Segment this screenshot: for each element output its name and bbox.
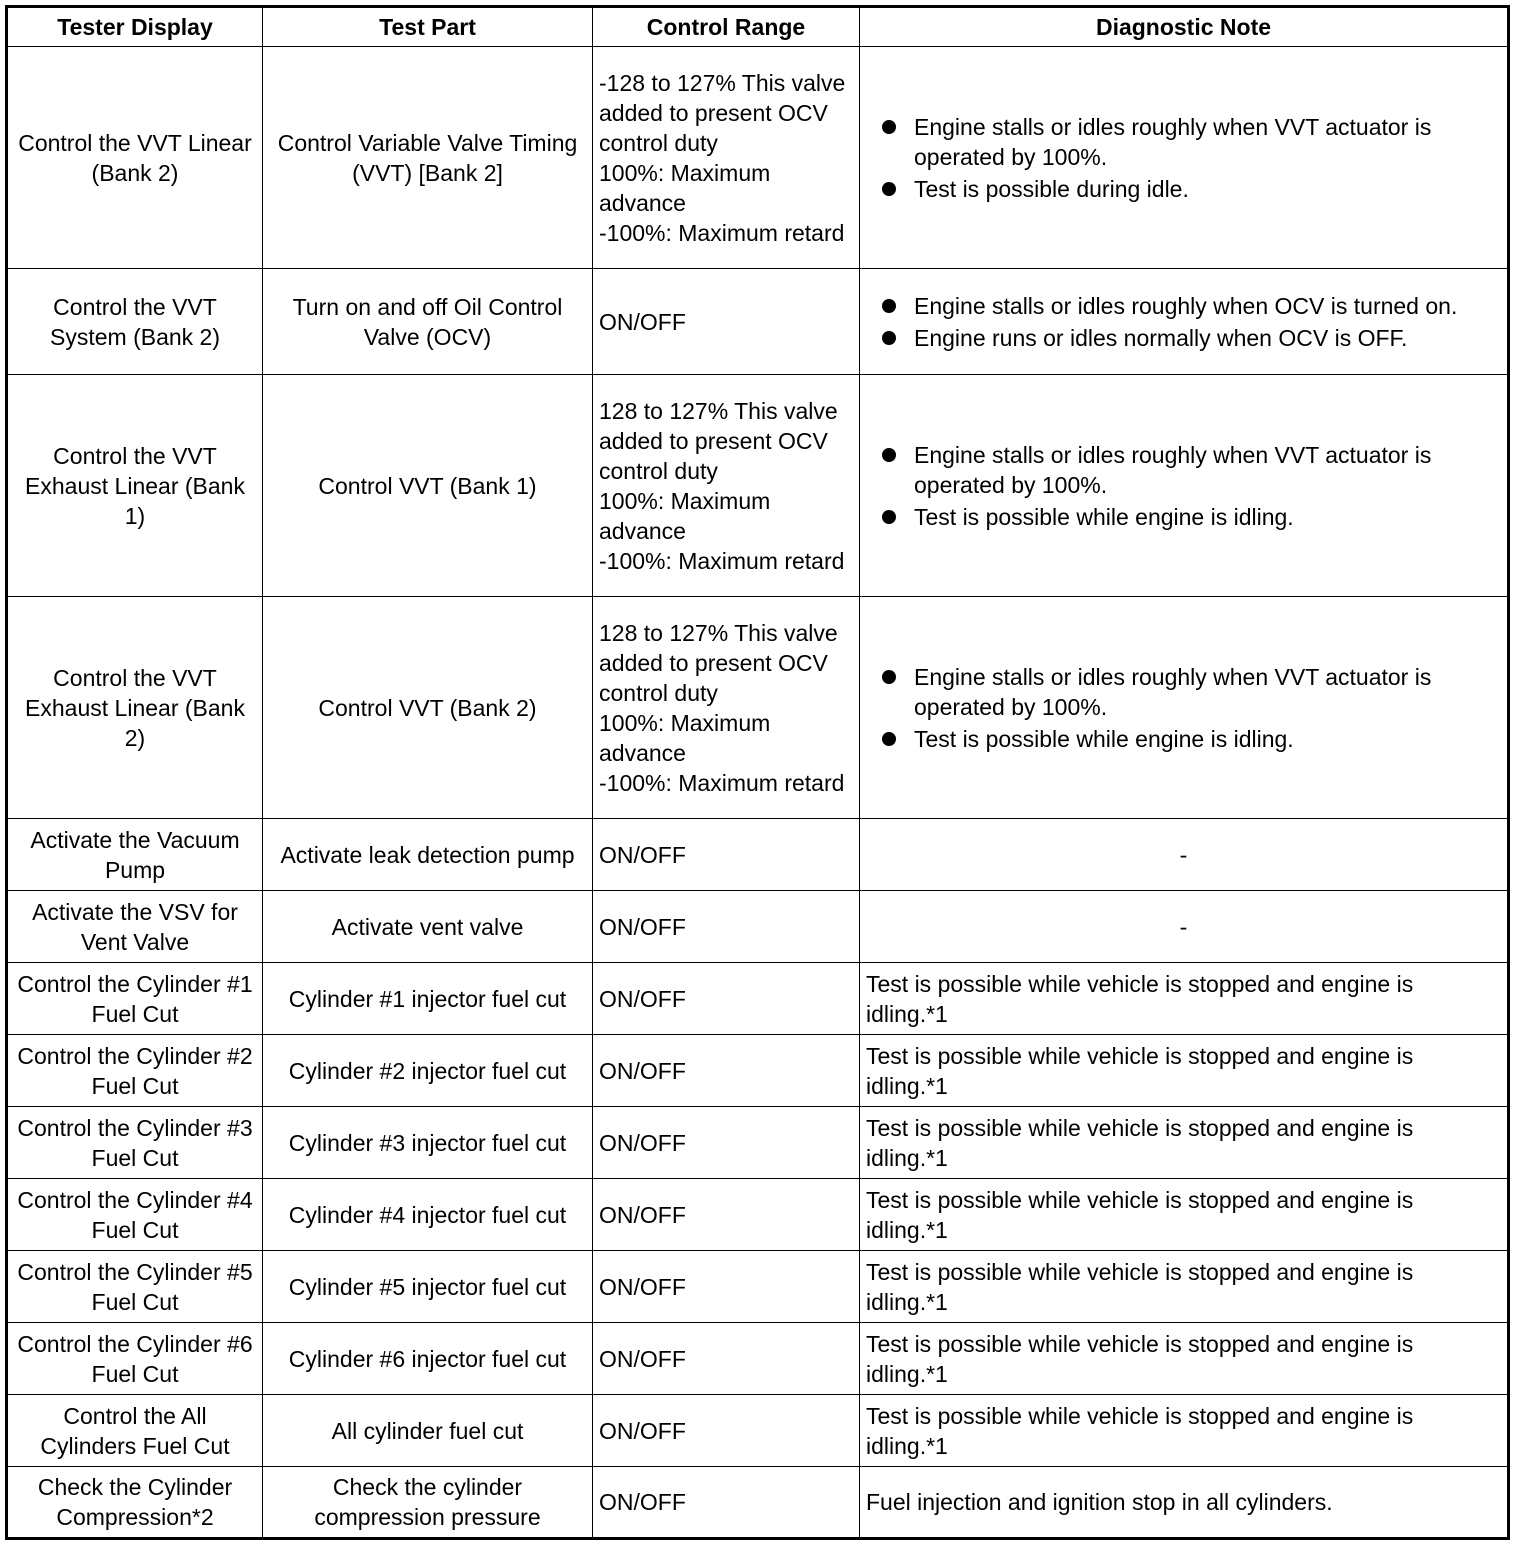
control-range-cell: ON/OFF xyxy=(593,1251,860,1323)
tester-display-cell: Control the All Cylinders Fuel Cut xyxy=(7,1395,263,1467)
control-range-cell: ON/OFF xyxy=(593,269,860,375)
bullet-note: Engine stalls or idles roughly when VVT actuator is operated by 100%. xyxy=(914,440,1501,500)
table-row xyxy=(7,819,1509,891)
control-range-cell: 128 to 127% This valve added to present OCV control duty 100%: Maximum advance -100%: Maximum retard xyxy=(593,375,860,597)
test-part-cell: Cylinder #5 injector fuel cut xyxy=(263,1251,593,1323)
table-row xyxy=(7,1107,1509,1179)
tester-display-cell: Control the Cylinder #2 Fuel Cut xyxy=(7,1035,263,1107)
header-row xyxy=(7,7,1509,47)
diagnostic-note-cell xyxy=(860,375,1509,597)
tester-display-cell: Control the Cylinder #3 Fuel Cut xyxy=(7,1107,263,1179)
header-control-range: Control Range xyxy=(593,7,860,47)
header-tester-display: Tester Display xyxy=(7,7,263,47)
header-diagnostic-note: Diagnostic Note xyxy=(860,7,1509,47)
test-part-cell: Check the cylinder compression pressure xyxy=(263,1467,593,1539)
diagnostic-note-cell: Test is possible while vehicle is stopped and engine is idling.*1 xyxy=(860,963,1509,1035)
bullet-note: Engine stalls or idles roughly when OCV is turned on. xyxy=(914,291,1501,321)
table-row xyxy=(7,1035,1509,1107)
table-row xyxy=(7,1179,1509,1251)
tester-display-cell: Control the VVT Linear (Bank 2) xyxy=(7,47,263,269)
diagnostic-note-cell: Test is possible while vehicle is stopped and engine is idling.*1 xyxy=(860,1179,1509,1251)
table-row xyxy=(7,1467,1509,1539)
diagnostic-note-cell xyxy=(860,47,1509,269)
diagnostic-note-cell: - xyxy=(860,819,1509,891)
diagnostic-note-cell: Test is possible while vehicle is stopped and engine is idling.*1 xyxy=(860,1251,1509,1323)
tester-display-cell: Control the Cylinder #6 Fuel Cut xyxy=(7,1323,263,1395)
tester-display-cell: Check the Cylinder Compression*2 xyxy=(7,1467,263,1539)
test-part-cell: Control VVT (Bank 2) xyxy=(263,597,593,819)
tester-display-cell: Control the Cylinder #5 Fuel Cut xyxy=(7,1251,263,1323)
test-part-cell: Control Variable Valve Timing (VVT) [Bank 2] xyxy=(263,47,593,269)
bullet-note: Test is possible while engine is idling. xyxy=(914,724,1501,754)
control-range-cell: ON/OFF xyxy=(593,819,860,891)
test-part-cell: Control VVT (Bank 1) xyxy=(263,375,593,597)
test-part-cell: Activate vent valve xyxy=(263,891,593,963)
diagnostic-note-cell: Test is possible while vehicle is stopped and engine is idling.*1 xyxy=(860,1395,1509,1467)
table-row xyxy=(7,1323,1509,1395)
control-range-cell: -128 to 127% This valve added to present OCV control duty 100%: Maximum advance -100%: Maximum retard xyxy=(593,47,860,269)
bullet-note: Engine stalls or idles roughly when VVT actuator is operated by 100%. xyxy=(914,112,1501,172)
test-part-cell: Cylinder #4 injector fuel cut xyxy=(263,1179,593,1251)
control-range-cell: 128 to 127% This valve added to present OCV control duty 100%: Maximum advance -100%: Maximum retard xyxy=(593,597,860,819)
test-part-cell: Cylinder #1 injector fuel cut xyxy=(263,963,593,1035)
test-part-cell: Cylinder #6 injector fuel cut xyxy=(263,1323,593,1395)
control-range-cell: ON/OFF xyxy=(593,1323,860,1395)
control-range-cell: ON/OFF xyxy=(593,891,860,963)
diagnostic-note-cell: Test is possible while vehicle is stopped and engine is idling.*1 xyxy=(860,1035,1509,1107)
test-part-cell: Activate leak detection pump xyxy=(263,819,593,891)
diagnostic-note-cell: - xyxy=(860,891,1509,963)
control-range-cell: ON/OFF xyxy=(593,1467,860,1539)
bullet-note: Engine runs or idles normally when OCV is OFF. xyxy=(914,323,1501,353)
tester-display-cell: Control the VVT Exhaust Linear (Bank 2) xyxy=(7,597,263,819)
diagnostic-note-cell xyxy=(860,597,1509,819)
tester-display-cell: Control the VVT Exhaust Linear (Bank 1) xyxy=(7,375,263,597)
tester-display-cell: Control the VVT System (Bank 2) xyxy=(7,269,263,375)
table-row xyxy=(7,1395,1509,1467)
control-range-cell: ON/OFF xyxy=(593,1107,860,1179)
bullet-note: Test is possible while engine is idling. xyxy=(914,502,1501,532)
control-range-cell: ON/OFF xyxy=(593,1179,860,1251)
test-part-cell: Cylinder #2 injector fuel cut xyxy=(263,1035,593,1107)
test-part-cell: Cylinder #3 injector fuel cut xyxy=(263,1107,593,1179)
table-row xyxy=(7,375,1509,597)
diagnostic-note-cell: Test is possible while vehicle is stopped and engine is idling.*1 xyxy=(860,1323,1509,1395)
table-row xyxy=(7,269,1509,375)
diagnostic-note-cell xyxy=(860,269,1509,375)
control-range-cell: ON/OFF xyxy=(593,1395,860,1467)
test-part-cell: All cylinder fuel cut xyxy=(263,1395,593,1467)
table-row xyxy=(7,47,1509,269)
diagnostic-note-cell: Test is possible while vehicle is stopped and engine is idling.*1 xyxy=(860,1107,1509,1179)
table-row xyxy=(7,891,1509,963)
table-row xyxy=(7,963,1509,1035)
control-range-cell: ON/OFF xyxy=(593,963,860,1035)
tester-display-cell: Control the Cylinder #4 Fuel Cut xyxy=(7,1179,263,1251)
tester-display-cell: Control the Cylinder #1 Fuel Cut xyxy=(7,963,263,1035)
table-row xyxy=(7,597,1509,819)
tester-display-cell: Activate the VSV for Vent Valve xyxy=(7,891,263,963)
test-part-cell: Turn on and off Oil Control Valve (OCV) xyxy=(263,269,593,375)
bullet-note: Test is possible during idle. xyxy=(914,174,1501,204)
control-range-cell: ON/OFF xyxy=(593,1035,860,1107)
header-test-part: Test Part xyxy=(263,7,593,47)
tester-display-cell: Activate the Vacuum Pump xyxy=(7,819,263,891)
diagnostic-note-cell: Fuel injection and ignition stop in all cylinders. xyxy=(860,1467,1509,1539)
bullet-note: Engine stalls or idles roughly when VVT actuator is operated by 100%. xyxy=(914,662,1501,722)
active-test-table xyxy=(5,5,1510,1540)
table-row xyxy=(7,1251,1509,1323)
